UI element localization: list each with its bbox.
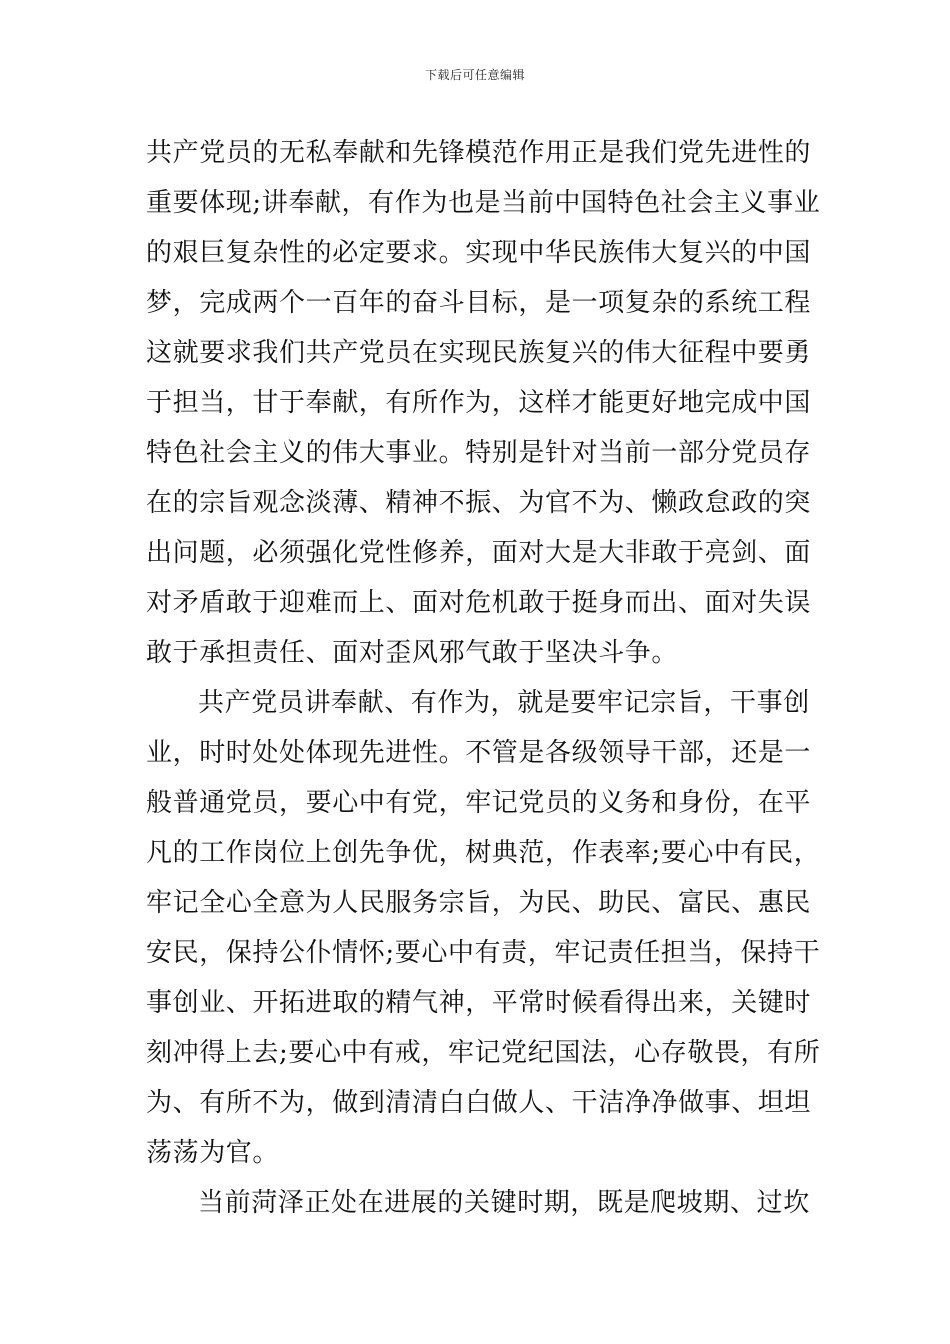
text-line: 共产党员的无私奉献和先锋模范作用正是我们党先进性的 [146,138,812,168]
text-line: 特色社会主义的伟大事业。特别是针对当前一部分党员存 [146,438,812,468]
text-line: 出问题，必须强化党性修养，面对大是大非敢于亮剑、面 [146,538,812,568]
text-line: 牢记全心全意为人民服务宗旨，为民、助民、富民、惠民 [146,888,812,918]
text-line: 敢于承担责任、面对歪风邪气敢于坚决斗争。 [146,638,679,668]
text-line: 于担当，甘于奉献，有所作为，这样才能更好地完成中国 [146,388,812,418]
paragraph [146,1178,810,1228]
text-line: 事创业、开拓进取的精气神，平常时候看得出来，关键时 [146,988,812,1018]
text-line: 在的宗旨观念淡薄、精神不振、为官不为、懒政怠政的突 [146,488,812,518]
text-line: 这就要求我们共产党员在实现民族复兴的伟大征程中要勇 [146,338,812,368]
text-line: 安民，保持公仆情怀;要心中有责，牢记责任担当，保持干 [146,938,821,968]
text-line: 共产党员讲奉献、有作为，就是要牢记宗旨，干事创 [198,688,810,718]
document-body [146,128,821,1228]
text-line: 重要体现;讲奉献，有作为也是当前中国特色社会主义事业 [146,188,821,218]
text-line: 刻冲得上去;要心中有戒，牢记党纪国法，心存敬畏，有所 [146,1038,821,1068]
text-line: 的艰巨复杂性的必定要求。实现中华民族伟大复兴的中国 [146,238,812,268]
text-line: 为、有所不为，做到清清白白做人、干洁净净做事、坦坦 [146,1088,812,1118]
paragraph [146,678,821,1178]
page-header: 下载后可任意编辑 [424,68,525,82]
text-line: 般普通党员，要心中有党，牢记党员的义务和身份，在平 [146,788,812,818]
text-line: 梦，完成两个一百年的奋斗目标，是一项复杂的系统工程 [146,288,812,318]
text-line: 荡荡为官。 [146,1138,280,1168]
text-line: 当前菏泽正处在进展的关键时期，既是爬坡期、过坎 [198,1188,810,1218]
text-line: 业，时时处处体现先进性。不管是各级领导干部，还是一 [146,738,812,768]
paragraph [146,128,821,678]
text-line: 凡的工作岗位上创先争优，树典范，作表率;要心中有民， [146,838,821,868]
text-line: 对矛盾敢于迎难而上、面对危机敢于挺身而出、面对失误 [146,588,812,618]
